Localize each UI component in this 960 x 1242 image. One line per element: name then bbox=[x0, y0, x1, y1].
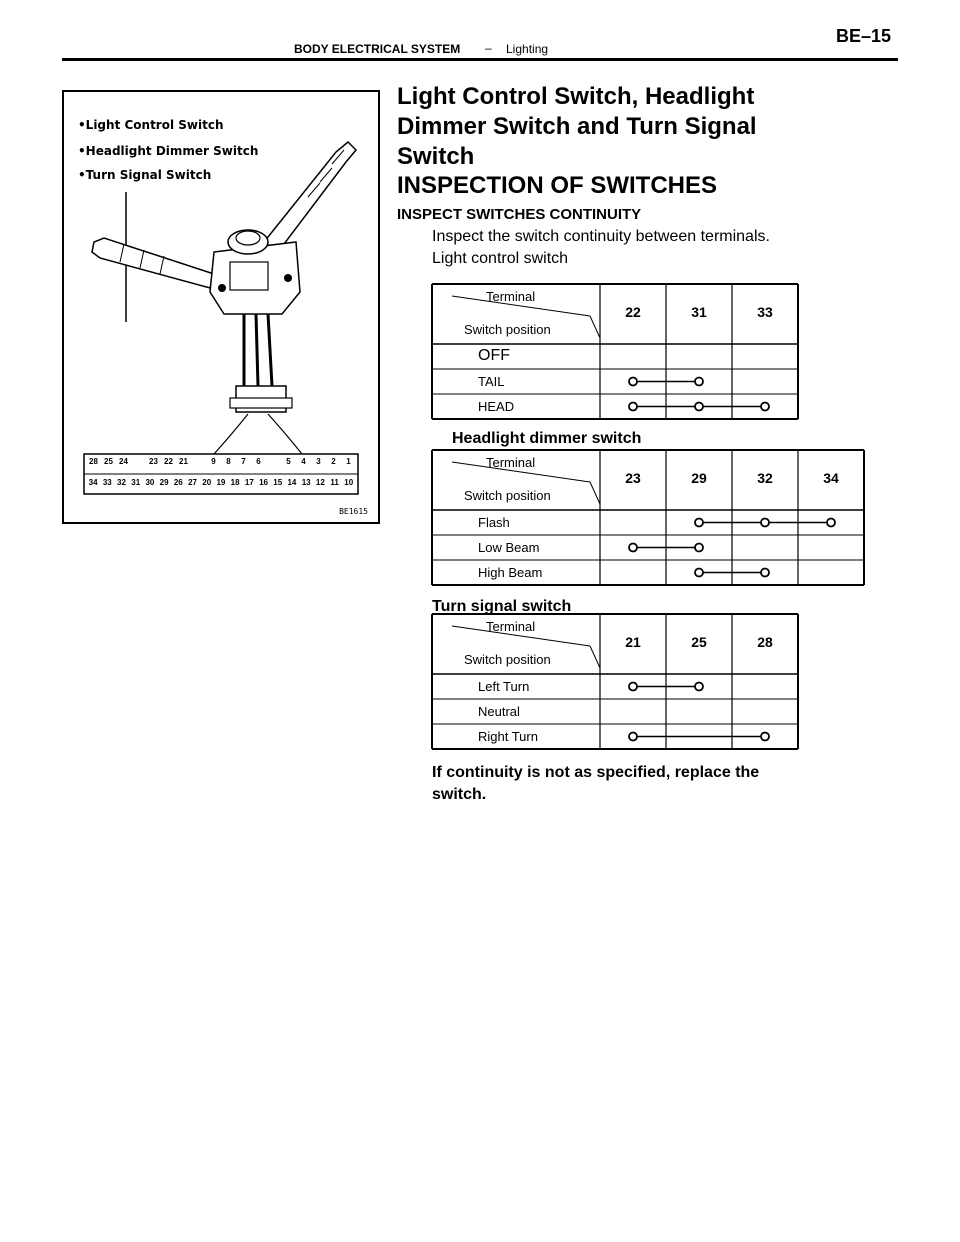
connector-pin: 32 bbox=[117, 478, 126, 487]
terminal-number: 32 bbox=[757, 470, 773, 486]
connector-pin: 33 bbox=[102, 478, 112, 487]
switch-position-label: Neutral bbox=[478, 704, 520, 719]
connector-pin bbox=[131, 457, 146, 466]
connector-pin: 26 bbox=[173, 478, 183, 487]
connector-pin: 29 bbox=[159, 478, 169, 487]
terminal-number: 31 bbox=[691, 304, 707, 320]
turn-switch-table bbox=[432, 614, 798, 749]
light-switch-table bbox=[432, 284, 798, 419]
continuity-point bbox=[629, 403, 637, 411]
connector-pin: 21 bbox=[179, 457, 188, 466]
connector-pin: 11 bbox=[330, 478, 339, 487]
page-title: Light Control Switch, Headlight Dimmer Switch and Turn Signal Switch bbox=[397, 83, 757, 170]
header-section: BODY ELECTRICAL SYSTEM bbox=[294, 42, 461, 56]
header-subsection: Lighting bbox=[506, 42, 549, 56]
dimmer-switch-label: Headlight dimmer switch bbox=[452, 430, 642, 447]
continuity-point bbox=[629, 683, 637, 691]
continuity-point bbox=[629, 544, 637, 552]
connector-top-row bbox=[86, 457, 356, 466]
terminal-number: 33 bbox=[757, 304, 773, 320]
terminal-header: Terminal bbox=[486, 289, 536, 304]
terminal-number: 28 bbox=[757, 634, 773, 650]
connector-pin: 4 bbox=[301, 457, 306, 466]
connector-pin: 18 bbox=[230, 478, 240, 487]
instruction-text: Inspect the switch continuity between terminals. bbox=[432, 228, 770, 245]
connector-pin bbox=[266, 457, 281, 466]
connector-pin: 31 bbox=[131, 478, 141, 487]
connector-pin: 28 bbox=[89, 457, 98, 466]
connector-pin: 5 bbox=[286, 457, 291, 466]
continuity-point bbox=[827, 519, 835, 527]
connector-pin: 24 bbox=[119, 457, 128, 466]
continuity-point bbox=[761, 403, 769, 411]
connector-pin: 17 bbox=[244, 478, 254, 487]
switch-position-header: Switch position bbox=[464, 488, 551, 503]
turn-switch-label: Turn signal switch bbox=[432, 598, 572, 615]
terminal-header: Terminal bbox=[486, 619, 536, 634]
connector-pin bbox=[191, 457, 206, 466]
terminal-header: Terminal bbox=[486, 455, 536, 470]
switch-position-label: Right Turn bbox=[478, 729, 538, 744]
continuity-point bbox=[695, 683, 703, 691]
connector-pin: 7 bbox=[241, 457, 246, 466]
continuity-point bbox=[695, 519, 703, 527]
connector-pin: 2 bbox=[331, 457, 336, 466]
figure-id: BE1615 bbox=[339, 507, 368, 516]
connector-pin: 14 bbox=[287, 478, 297, 487]
connector-pin: 25 bbox=[104, 457, 113, 466]
light-switch-label: Light control switch bbox=[432, 250, 569, 267]
continuity-point bbox=[761, 569, 769, 577]
continuity-point bbox=[695, 544, 703, 552]
connector-pin: 10 bbox=[344, 478, 354, 487]
switch-position-header: Switch position bbox=[464, 652, 551, 667]
connector-pin: 3 bbox=[316, 457, 321, 466]
header-separator: – bbox=[485, 41, 492, 55]
connector-pin: 19 bbox=[216, 478, 226, 487]
terminal-number: 29 bbox=[691, 470, 707, 486]
terminal-number: 23 bbox=[625, 470, 641, 486]
connector-pin: 9 bbox=[211, 457, 216, 466]
continuity-point bbox=[695, 569, 703, 577]
continuity-point bbox=[695, 378, 703, 386]
connector-bottom-row bbox=[86, 478, 356, 487]
grid-line bbox=[590, 316, 600, 338]
connector-pin: 13 bbox=[301, 478, 311, 487]
connector-pin: 6 bbox=[256, 457, 261, 466]
terminal-number: 25 bbox=[691, 634, 707, 650]
connector-pin: 27 bbox=[188, 478, 197, 487]
connector-pin: 8 bbox=[226, 457, 231, 466]
footer-note: If continuity is not as specified, replace the switch. bbox=[432, 764, 760, 803]
connector-pin: 20 bbox=[202, 478, 212, 487]
connector-pin: 30 bbox=[145, 478, 155, 487]
figure-bullet-dimmer: •Headlight Dimmer Switch bbox=[78, 144, 259, 158]
figure-bullet-light: •Light Control Switch bbox=[78, 118, 224, 132]
continuity-point bbox=[695, 403, 703, 411]
connector-pin: 23 bbox=[149, 457, 158, 466]
switch-position-label: High Beam bbox=[478, 565, 543, 580]
terminal-number: 21 bbox=[625, 634, 641, 650]
grid-line bbox=[590, 482, 600, 504]
connector-pin: 12 bbox=[315, 478, 325, 487]
connector-pin: 15 bbox=[273, 478, 283, 487]
switch-position-header: Switch position bbox=[464, 322, 551, 337]
continuity-point bbox=[629, 733, 637, 741]
connector-pin: 22 bbox=[164, 457, 173, 466]
switch-position-label: Low Beam bbox=[478, 540, 540, 555]
section-title: INSPECTION OF SWITCHES bbox=[397, 172, 718, 199]
switch-position-label: Left Turn bbox=[478, 679, 530, 694]
connector-pin: 34 bbox=[88, 478, 98, 487]
sub-title: INSPECT SWITCHES CONTINUITY bbox=[397, 206, 642, 223]
switch-position-label: HEAD bbox=[478, 399, 515, 414]
connector-pin: 16 bbox=[259, 478, 268, 487]
terminal-number: 22 bbox=[625, 304, 641, 320]
figure-bullet-turn: •Turn Signal Switch bbox=[78, 168, 212, 182]
grid-line bbox=[590, 646, 600, 668]
switch-position-label: Flash bbox=[478, 515, 510, 530]
continuity-point bbox=[761, 733, 769, 741]
continuity-point bbox=[761, 519, 769, 527]
header-rule bbox=[62, 58, 898, 61]
switch-position-label: OFF bbox=[478, 347, 510, 364]
terminal-number: 34 bbox=[823, 470, 839, 486]
page-number: BE–15 bbox=[836, 26, 892, 46]
connector-pin: 1 bbox=[346, 457, 351, 466]
switch-illustration bbox=[62, 90, 380, 524]
switch-position-label: TAIL bbox=[478, 374, 505, 389]
continuity-point bbox=[629, 378, 637, 386]
dimmer-switch-table bbox=[432, 450, 864, 585]
